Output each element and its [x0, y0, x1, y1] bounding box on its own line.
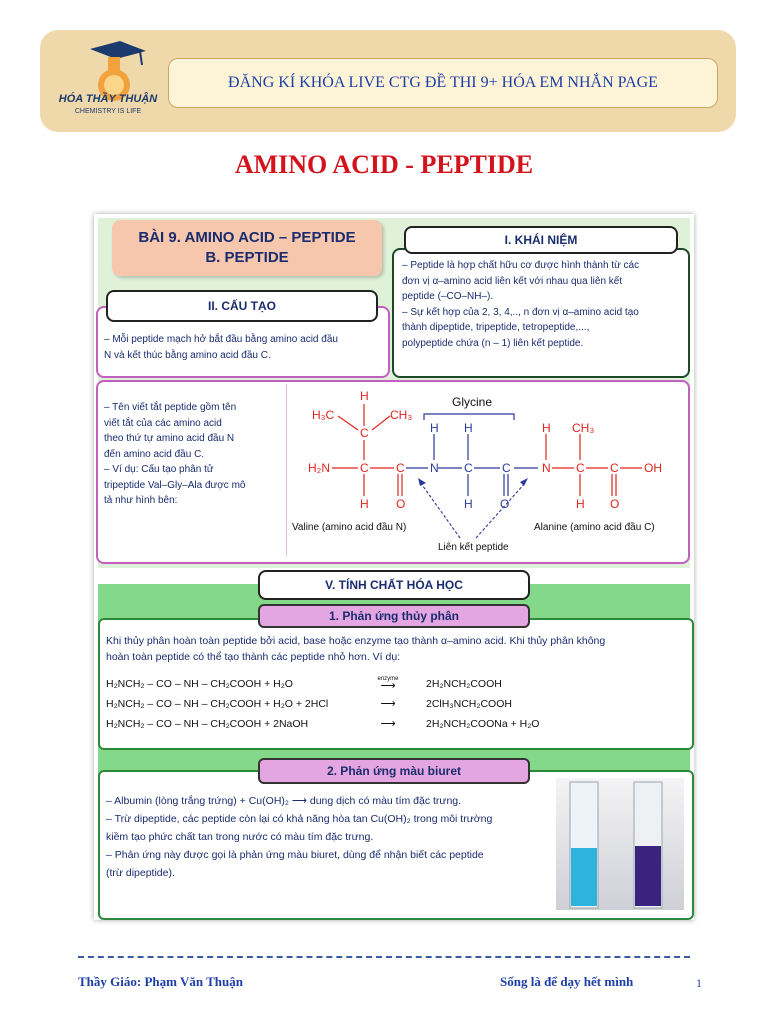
val-c-side: C [360, 426, 369, 440]
valine-caption: Valine (amino acid đầu N) [292, 522, 407, 533]
ala-h-n: H [542, 421, 551, 435]
equation-3-left: H₂NCH₂ – CO – NH – CH₂COOH + 2NaOH [106, 718, 309, 730]
equation-3-arrow: ⟶ [380, 718, 396, 730]
ala-c-alpha: C [576, 461, 585, 475]
gly-o: O [500, 497, 510, 511]
tripeptide-diagram [288, 384, 684, 556]
ala-c-carbonyl: C [610, 461, 619, 475]
biuret-title: 2. Phản ứng màu biuret [258, 758, 530, 784]
val-h-top: H [360, 389, 369, 403]
gly-h-n: H [430, 421, 439, 435]
logo-text: HÓA THẦY THUẬN [58, 93, 158, 105]
gly-n: N [430, 461, 439, 475]
val-h-bottom: H [360, 497, 369, 511]
page-number: 1 [696, 976, 702, 990]
gly-c-alpha: C [464, 461, 473, 475]
val-h3c: H₃C [312, 408, 335, 422]
equation-3-right: 2H₂NCH₂COONa + H₂O [426, 718, 540, 730]
equation-2-right: 2ClH₃NCH₂COOH [426, 698, 512, 710]
ala-h-bottom: H [576, 497, 585, 511]
properties-title: V. TÍNH CHẤT HÓA HỌC [258, 570, 530, 600]
equation-1-condition: enzyme [377, 676, 399, 682]
definition-text: – Peptide là hợp chất hữu cơ được hình thành từ các đơn vị α–amino acid liên kết với nhau qua liên kết peptide (–CO–NH–). – Sự kết hợp của 2, 3, 4,.., n đơn vị α–amino acid tạo thành dipeptide, tripeptide, tetropeptide,..., polypeptide chứa (n – 1) liên kết peptide. [402, 260, 640, 349]
equation-1-right: 2H₂NCH₂COOH [426, 678, 502, 690]
ala-o: O [610, 497, 620, 511]
structure-intro-text: – Mỗi peptide mạch hở bắt đầu bằng amino acid đầu N và kết thúc bằng amino acid đầu C. [104, 334, 338, 361]
equation-1-arrow: ⟶ [380, 680, 396, 692]
lesson-heading-line1: BÀI 9. AMINO ACID – PEPTIDE [138, 229, 356, 246]
peptide-bond-label: Liên kết peptide [438, 542, 509, 553]
gly-h-bottom: H [464, 497, 473, 511]
equation-2-arrow: ⟶ [380, 698, 396, 710]
divider [286, 384, 287, 556]
gly-h-top: H [464, 421, 473, 435]
gly-c-carbonyl: C [502, 461, 511, 475]
hydrolysis-title: 1. Phản ứng thủy phân [258, 604, 530, 628]
val-h2n: H₂N [308, 461, 330, 475]
logo-subtext: CHEMISTRY IS LIFE [74, 108, 142, 115]
naming-text: – Tên viết tắt peptide gồm tên viết tắt của các amino acid theo thứ tự amino acid đầu N đến amino acid đầu C. – Ví dụ: Cấu tạo phân tử tripeptide Val–Gly–Ala được mô tả như hình bên: [104, 402, 246, 506]
hydrolysis-text: Khi thủy phân hoàn toàn peptide bởi acid, base hoặc enzyme tạo thành α–amino acid. Khi thủy phân không hoàn toàn peptide có thể tạo thành các peptide nhỏ hơn. Ví dụ: [106, 635, 606, 663]
equation-2-left: H₂NCH₂ – CO – NH – CH₂COOH + H₂O + 2HCl [106, 698, 329, 710]
definition-title: I. KHÁI NIỆM [404, 226, 678, 254]
val-ch3: CH₃ [390, 408, 413, 422]
lesson-heading-line2: B. PEPTIDE [205, 249, 289, 266]
footer-divider [78, 956, 690, 958]
test-tubes-photo [556, 778, 684, 910]
structure-title: II. CẤU TẠO [106, 290, 378, 322]
page-title: AMINO ACID - PEPTIDE [234, 150, 534, 179]
biuret-text: – Albumin (lòng trắng trứng) + Cu(OH)₂ ⟶ dung dịch có màu tím đặc trưng. – Trừ dipeptide, các peptide còn lại có khả năng hòa tan Cu(OH)₂ trong môi trường kiềm tạo phức chất tan trong nước có màu tím đặc trưng. – Phản ứng này được gọi là phản ứng màu biuret, dùng để nhận biết các peptide (trừ dipeptide). [106, 795, 493, 879]
glycine-label: Glycine [452, 395, 493, 409]
val-c-carbonyl: C [396, 461, 405, 475]
val-c-alpha: C [360, 461, 369, 475]
lesson-heading [112, 220, 382, 276]
footer-teacher: Thầy Giáo: Phạm Văn Thuận [78, 974, 243, 989]
ala-n: N [542, 461, 551, 475]
ala-oh: OH [644, 461, 662, 475]
equation-1-left: H₂NCH₂ – CO – NH – CH₂COOH + H₂O [106, 678, 293, 690]
footer-slogan: Sống là để dạy hết mình [500, 974, 634, 989]
alanine-caption: Alanine (amino acid đầu C) [534, 522, 655, 533]
val-o: O [396, 497, 406, 511]
ala-ch3: CH₃ [572, 421, 595, 435]
course-banner[interactable]: ĐĂNG KÍ KHÓA LIVE CTG ĐỀ THI 9+ HÓA EM NHẮN PAGE [168, 58, 718, 108]
